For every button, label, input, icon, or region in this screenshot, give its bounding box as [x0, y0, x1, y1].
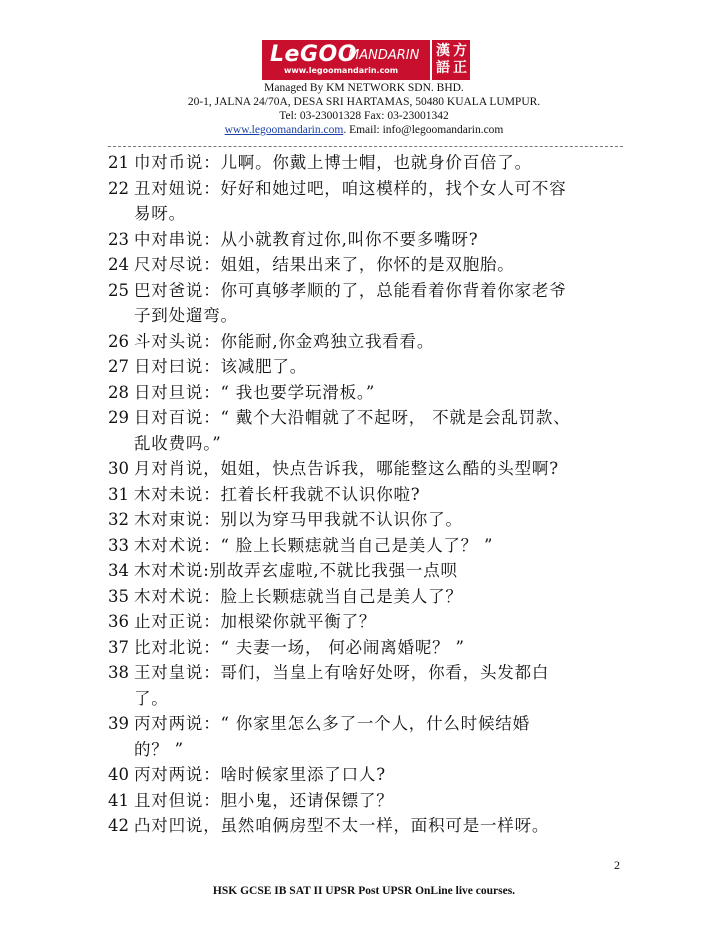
- line-text: 丙对两说：啥时候家里添了口人?: [134, 765, 386, 784]
- header-divider: [108, 146, 623, 147]
- line-number: 28: [108, 382, 129, 402]
- sentence-line: [108, 380, 628, 406]
- sentence-line-continuation: [108, 737, 628, 763]
- line-text: 丑对妞说：好好和她过吧，咱这模样的，找个女人可不容: [134, 178, 567, 198]
- sentence-line: [108, 176, 628, 202]
- line-text: 尺对尽说：姐姐，结果出来了，你怀的是双胞胎。: [134, 255, 515, 274]
- sentence-line: [108, 584, 628, 610]
- sentence-list: [108, 150, 628, 839]
- logo-banner: [262, 40, 430, 80]
- line-text: 王对皇说：哥们，当皇上有啥好处呀，你看，头发都白: [134, 663, 550, 682]
- line-number: 23: [108, 229, 129, 249]
- line-text: 且对但说：胆小鬼，还请保镖了？: [134, 790, 394, 810]
- website-link[interactable]: www.legoomandarin.com: [224, 124, 344, 136]
- sentence-line: [108, 456, 628, 482]
- logo-url: www.legoomandarin.com: [284, 66, 399, 75]
- sentence-line: [108, 788, 628, 814]
- sentence-line: [108, 354, 628, 380]
- line-text: 日对旦说：“ 我也要学玩滑板。”: [134, 382, 376, 402]
- sentence-line: [108, 533, 628, 559]
- line-number: 38: [108, 663, 129, 682]
- line-text: 凸对凹说，虽然咱俩房型不太一样，面积可是一样呀。: [134, 816, 550, 835]
- line-number: 22: [108, 178, 129, 198]
- seal-char: 方: [453, 43, 467, 59]
- line-text: 斗对头说：你能耐,你金鸡独立我看看。: [134, 331, 435, 351]
- sentence-line: [108, 762, 628, 788]
- sentence-line: [108, 660, 628, 686]
- line-number: 21: [108, 153, 129, 172]
- line-text: 巾对币说：儿啊。你戴上博士帽，也就身价百倍了。: [134, 153, 532, 172]
- line-text: 巴对爸说：你可真够孝顺的了，总能看着你背着你家老爷: [134, 280, 567, 300]
- line-number: 35: [108, 586, 129, 606]
- line-text: 了。: [134, 688, 169, 708]
- line-text: 止对正说：加根梁你就平衡了？: [134, 612, 377, 631]
- line-text: 易呀。: [134, 204, 186, 223]
- line-number: 33: [108, 535, 129, 555]
- line-number: 25: [108, 280, 129, 300]
- line-text: 日对曰说：该减肥了。: [134, 357, 307, 376]
- line-number: 34: [108, 561, 129, 580]
- line-text: 木对术说：脸上长颗痣就当自己是美人了？: [134, 586, 463, 606]
- sentence-line: [108, 405, 628, 431]
- line-text: 木对未说：扛着长杆我就不认识你啦?: [134, 484, 421, 504]
- line-number: 32: [108, 510, 129, 529]
- seal-char: 正: [453, 60, 467, 76]
- line-text: 日对百说：“ 戴个大沿帽就了不起呀， 不就是会乱罚款、: [134, 408, 571, 427]
- line-text: 中对串说：从小就教育过你,叫你不要多嘴呀?: [134, 229, 479, 249]
- sentence-line: [108, 278, 628, 304]
- sentence-line-continuation: [108, 201, 628, 227]
- address: 20-1, JALNA 24/70A, DESA SRI HARTAMAS, 50480 KUALA LUMPUR.: [187, 96, 541, 108]
- seal-char: 語: [436, 60, 450, 76]
- sentence-line: [108, 482, 628, 508]
- line-text: 的？ ”: [134, 739, 184, 759]
- line-text: 木对术说：“ 脸上长颗痣就当自己是美人了？ ”: [134, 535, 494, 555]
- sentence-line-continuation: [108, 431, 628, 457]
- email-text: . Email: info@legoomandarin.com: [343, 124, 504, 136]
- line-text: 月对肖说，姐姐，快点告诉我，哪能整这么酷的头型啊?: [134, 459, 559, 478]
- line-text: 比对北说：“ 夫妻一场， 何必闹离婚呢？ ”: [134, 637, 465, 657]
- line-number: 42: [108, 816, 129, 835]
- sentence-line-continuation: [108, 303, 628, 329]
- line-text: 木对束说：别以为穿马甲我就不认识你了。: [134, 510, 463, 529]
- line-number: 40: [108, 765, 129, 784]
- phone-fax: Tel: 03-23001328 Fax: 03-23001342: [279, 110, 449, 122]
- line-number: 30: [108, 459, 129, 478]
- sentence-line: [108, 609, 628, 635]
- seal-char: 漢: [436, 43, 450, 59]
- sentence-line: [108, 635, 628, 661]
- managed-by: Managed By KM NETWORK SDN. BHD.: [264, 82, 464, 94]
- line-number: 37: [108, 637, 129, 657]
- sentence-line: [108, 813, 628, 839]
- line-number: 26: [108, 331, 129, 351]
- sentence-line: [108, 558, 628, 584]
- line-number: 36: [108, 612, 129, 631]
- page-number: 2: [614, 858, 620, 872]
- sentence-line: [108, 150, 628, 176]
- line-number: 29: [108, 408, 129, 427]
- sentence-line-continuation: [108, 686, 628, 712]
- line-text: 丙对两说：“ 你家里怎么多了一个人，什么时候结婚: [134, 714, 530, 733]
- sentence-line: [108, 329, 628, 355]
- sentence-line: [108, 252, 628, 278]
- line-text: 乱收费吗。”: [134, 433, 222, 453]
- line-number: 27: [108, 357, 129, 376]
- contact-line: [0, 124, 728, 136]
- line-text: 子到处遛弯。: [134, 306, 238, 325]
- footer-courses: HSK GCSE IB SAT II UPSR Post UPSR OnLine live courses.: [212, 885, 516, 897]
- legoo-logo: [262, 40, 472, 80]
- sentence-line: [108, 507, 628, 533]
- line-number: 24: [108, 255, 129, 274]
- logo-seal-icon: [430, 40, 470, 80]
- line-text: 木对术说:别故弄玄虚啦,不就比我强一点呗: [134, 561, 458, 580]
- logo-brand-text: LeGOO: [270, 42, 357, 67]
- logo-brand-suffix: MANDARIN: [348, 48, 420, 63]
- line-number: 39: [108, 714, 129, 733]
- line-number: 31: [108, 484, 129, 504]
- sentence-line: [108, 711, 628, 737]
- line-number: 41: [108, 790, 129, 810]
- sentence-line: [108, 227, 628, 253]
